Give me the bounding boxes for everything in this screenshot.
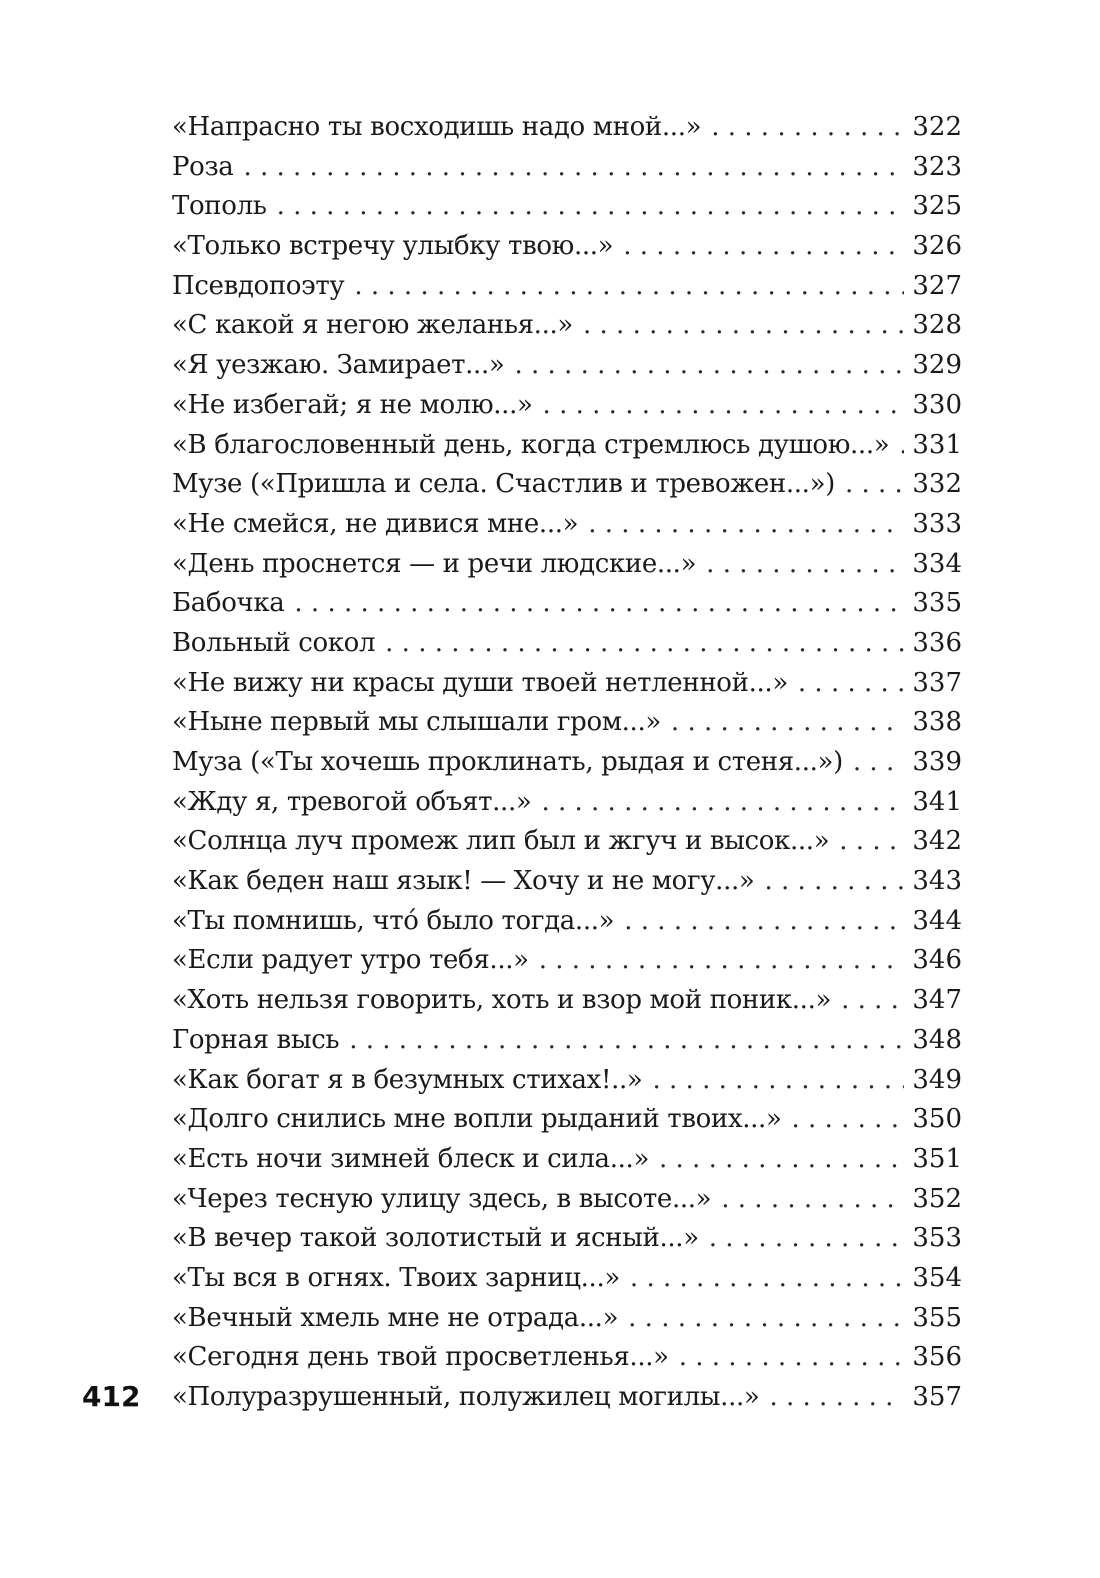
toc-entry-page: 348	[912, 1024, 962, 1055]
toc-entry-title: «Солнца луч промеж лип был и жгуч и высок...»	[172, 826, 830, 857]
toc-entry-title: «Полуразрушенный, полужилец могилы...»	[172, 1382, 760, 1412]
toc-entry[interactable]	[172, 187, 962, 227]
toc-entry[interactable]	[172, 227, 962, 267]
dot-leader	[706, 545, 904, 585]
toc-entry[interactable]	[172, 902, 962, 942]
toc-entry-title: «Не избегай; я не молю...»	[172, 389, 533, 420]
dot-leader	[277, 187, 904, 227]
toc-entry-title: «Как богат я в безумных стихах!..»	[172, 1064, 643, 1095]
dot-leader	[899, 426, 904, 466]
toc-entry[interactable]	[172, 1061, 962, 1101]
toc-entry[interactable]	[172, 1100, 962, 1140]
dot-leader	[853, 743, 904, 783]
dot-leader	[294, 584, 904, 624]
toc-entry-page: 356	[912, 1342, 962, 1373]
toc-entry[interactable]	[172, 624, 962, 664]
dot-leader	[243, 148, 904, 188]
toc-entry[interactable]	[172, 1219, 962, 1259]
toc-entry[interactable]	[172, 1259, 962, 1299]
toc-entry-title: «Через тесную улицу здесь, в высоте...»	[172, 1183, 712, 1214]
toc-entry[interactable]	[172, 703, 962, 743]
toc-entry-page: 352	[912, 1183, 962, 1214]
toc-entry-title: Роза	[172, 151, 234, 182]
toc-entry-page: 325	[912, 191, 962, 222]
toc-entry-title: Вольный сокол	[172, 627, 376, 658]
dot-leader	[630, 1259, 904, 1299]
toc-entry-page: 338	[912, 707, 962, 738]
dot-leader	[623, 227, 904, 267]
toc-entry-title: Псевдопоэту	[172, 270, 345, 301]
toc-entry-title: «Вечный хмель мне не отрада...»	[172, 1302, 619, 1333]
dot-leader	[769, 1378, 904, 1418]
toc-entry-page: 349	[912, 1064, 962, 1095]
toc-entry-page: 334	[912, 548, 962, 579]
toc-entry-page: 322	[912, 112, 962, 142]
toc-entry-title: Муза («Ты хочешь проклинать, рыдая и стеня...»)	[172, 747, 843, 777]
toc-entry-title: «С какой я негою желанья...»	[172, 310, 573, 341]
dot-leader	[671, 703, 904, 743]
toc-entry-page: 335	[912, 588, 962, 619]
toc-entry-page: 339	[912, 747, 962, 777]
toc-entry-page: 342	[912, 826, 962, 857]
toc-entry-page: 330	[912, 389, 962, 420]
toc-entry[interactable]	[172, 981, 962, 1021]
dot-leader	[845, 465, 904, 505]
toc-entry-title: «Сегодня день твой просветленья...»	[172, 1342, 669, 1373]
toc-entry-page: 332	[912, 469, 962, 500]
toc-entry[interactable]	[172, 505, 962, 545]
dot-leader	[711, 108, 904, 148]
dot-leader	[764, 862, 904, 902]
toc-entry-page: 328	[912, 310, 962, 341]
toc-entry-page: 346	[912, 945, 962, 976]
toc-entry-page: 344	[912, 905, 962, 936]
toc-entry[interactable]	[172, 108, 962, 148]
toc-entry-title: «День проснется — и речи людские...»	[172, 548, 697, 579]
toc-entry-title: Тополь	[172, 191, 267, 222]
toc-entry-title: «Не вижу ни красы души твоей нетленной...»	[172, 667, 788, 698]
toc-entry[interactable]	[172, 545, 962, 585]
dot-leader	[588, 505, 904, 545]
toc-entry-title: «Я уезжаю. Замирает...»	[172, 350, 505, 381]
dot-leader	[539, 941, 904, 981]
toc-entry-page: 327	[912, 270, 962, 301]
toc-entry-title: «Есть ночи зимней блеск и сила...»	[172, 1143, 649, 1174]
dot-leader	[583, 306, 904, 346]
toc-entry-page: 341	[912, 786, 962, 817]
toc-entry[interactable]	[172, 386, 962, 426]
dot-leader	[541, 783, 904, 823]
dot-leader	[652, 1061, 904, 1101]
toc-entry-title: Музе («Пришла и села. Счастлив и тревожен...»)	[172, 469, 835, 500]
toc-entry[interactable]	[172, 822, 962, 862]
toc-entry-page: 331	[912, 429, 962, 460]
toc-entry-title: Горная высь	[172, 1024, 340, 1055]
toc-entry-title: «Ты помнишь, что́ было тогда...»	[172, 905, 615, 936]
toc-entry-title: «В вечер такой золотистый и ясный...»	[172, 1223, 699, 1254]
toc-entry-page: 354	[912, 1262, 962, 1293]
toc-entry[interactable]	[172, 465, 962, 505]
toc-entry[interactable]	[172, 783, 962, 823]
toc-entry[interactable]	[172, 267, 962, 307]
toc-entry-title: «Если радует утро тебя...»	[172, 945, 529, 976]
toc-entry[interactable]	[172, 306, 962, 346]
toc-entry-page: 355	[912, 1302, 962, 1333]
toc-entry-title: «Не смейся, не дивися мне...»	[172, 508, 579, 539]
dot-leader	[543, 386, 904, 426]
dot-leader	[839, 822, 904, 862]
dot-leader	[628, 1299, 904, 1339]
toc-entry[interactable]	[172, 584, 962, 624]
toc-entry-title: «Только встречу улыбку твою...»	[172, 231, 614, 262]
dot-leader	[841, 981, 904, 1021]
dot-leader	[385, 624, 904, 664]
dot-leader	[721, 1180, 904, 1220]
toc-entry[interactable]	[172, 1140, 962, 1180]
toc-entry-title: «Как беден наш язык! — Хочу и не могу...»	[172, 866, 755, 897]
toc-entry-page: 350	[912, 1104, 962, 1135]
toc-entry-title: «Ты вся в огнях. Твоих зарниц...»	[172, 1262, 620, 1293]
toc-entry-page: 333	[912, 508, 962, 539]
toc-entry[interactable]	[172, 1378, 962, 1418]
dot-leader	[679, 1338, 904, 1378]
toc-entry-page: 353	[912, 1223, 962, 1254]
toc-entry-page: 357	[912, 1382, 962, 1412]
toc-entry-title: «В благословенный день, когда стремлюсь душою...»	[172, 429, 890, 460]
dot-leader	[798, 664, 904, 704]
toc-entry[interactable]	[172, 1299, 962, 1339]
toc-entry-title: «Напрасно ты восходишь надо мной...»	[172, 112, 702, 142]
dot-leader	[349, 1021, 904, 1061]
toc-entry[interactable]	[172, 941, 962, 981]
table-of-contents	[172, 108, 962, 1418]
toc-entry-title: Бабочка	[172, 588, 285, 619]
dot-leader	[792, 1100, 904, 1140]
toc-entry[interactable]	[172, 1021, 962, 1061]
toc-entry-page: 343	[912, 866, 962, 897]
toc-entry[interactable]	[172, 862, 962, 902]
dot-leader	[354, 267, 904, 307]
toc-entry-page: 347	[912, 985, 962, 1016]
toc-entry[interactable]	[172, 426, 962, 466]
toc-entry-page: 326	[912, 231, 962, 262]
dot-leader	[709, 1219, 904, 1259]
dot-leader	[514, 346, 904, 386]
dot-leader	[624, 902, 904, 942]
toc-entry[interactable]	[172, 1180, 962, 1220]
toc-entry[interactable]	[172, 664, 962, 704]
toc-entry-page: 337	[912, 667, 962, 698]
toc-entry-page: 336	[912, 627, 962, 658]
toc-entry-page: 323	[912, 151, 962, 182]
toc-entry-title: «Хоть нельзя говорить, хоть и взор мой поник...»	[172, 985, 832, 1016]
toc-entry-title: «Жду я, тревогой объят...»	[172, 786, 532, 817]
page-number: 412	[82, 1380, 141, 1413]
toc-entry-title: «Ныне первый мы слышали гром...»	[172, 707, 661, 738]
dot-leader	[659, 1140, 904, 1180]
toc-entry[interactable]	[172, 148, 962, 188]
toc-entry-title: «Долго снились мне вопли рыданий твоих...»	[172, 1104, 782, 1135]
toc-entry-page: 329	[912, 350, 962, 381]
toc-entry[interactable]	[172, 346, 962, 386]
toc-entry[interactable]	[172, 743, 962, 783]
toc-entry-page: 351	[912, 1143, 962, 1174]
toc-entry[interactable]	[172, 1338, 962, 1378]
